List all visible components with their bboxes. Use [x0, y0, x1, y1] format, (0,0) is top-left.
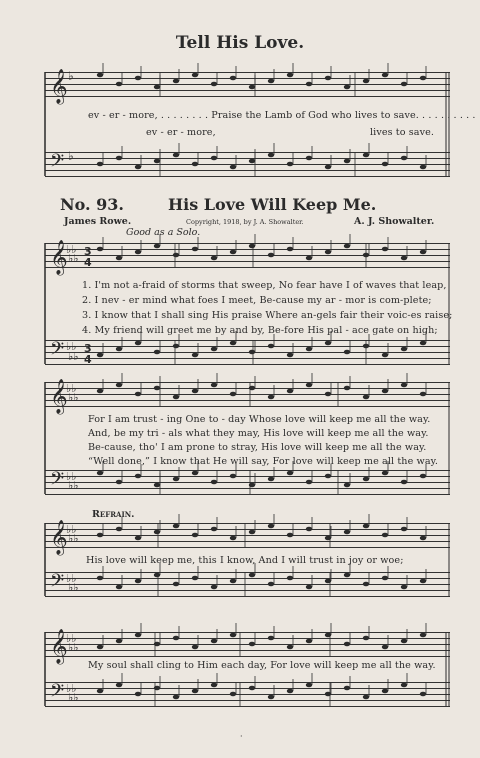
notehead [230, 165, 236, 170]
notehead [287, 162, 293, 167]
notehead [97, 247, 103, 252]
notehead [363, 524, 369, 529]
notehead [249, 85, 255, 90]
notehead [401, 683, 407, 688]
notehead [325, 633, 331, 638]
notehead [363, 477, 369, 482]
svg-text:♭♭: ♭♭ [66, 632, 77, 645]
notehead [420, 536, 426, 541]
notehead [211, 82, 217, 87]
notehead [268, 344, 274, 349]
verse-4-line-2: “Well done,” I know that He will say, For love will keep me all the way. [88, 456, 439, 467]
notehead [401, 527, 407, 532]
notehead [306, 480, 312, 485]
svg-text:♭♭: ♭♭ [66, 470, 77, 483]
svg-text:♭♭: ♭♭ [66, 243, 77, 256]
top-lyric-line-1: ev - er - more, . . . . . . . . Praise the Lamb of God who lives to save. . . . . . . . . . [88, 110, 476, 121]
notehead [135, 474, 141, 479]
svg-text:♭♭: ♭♭ [66, 382, 77, 395]
notehead [230, 474, 236, 479]
notehead [382, 471, 388, 476]
notehead [268, 395, 274, 400]
notehead [249, 686, 255, 691]
top-lyric-line-2-left: ev - er - more, [146, 127, 216, 138]
notehead [135, 633, 141, 638]
notehead [287, 73, 293, 78]
notehead [420, 392, 426, 397]
notehead [154, 244, 160, 249]
notehead [287, 353, 293, 358]
hymn-number: No. 93. [60, 195, 124, 214]
notehead [230, 392, 236, 397]
verse-2-line-2: And, be my tri - als what they may, His love will keep me all the way. [88, 428, 429, 439]
notehead [306, 347, 312, 352]
notehead [401, 383, 407, 388]
svg-text:♭♭: ♭♭ [66, 523, 77, 536]
notehead [382, 533, 388, 538]
svg-text:♭♭: ♭♭ [66, 682, 77, 695]
notehead [382, 162, 388, 167]
notehead [268, 636, 274, 641]
notehead [344, 85, 350, 90]
notehead [97, 533, 103, 538]
notehead [363, 253, 369, 258]
notehead [173, 524, 179, 529]
notehead [420, 250, 426, 255]
notehead [382, 73, 388, 78]
notehead [135, 536, 141, 541]
notehead [325, 392, 331, 397]
notehead [401, 347, 407, 352]
notehead [420, 76, 426, 81]
notehead [287, 645, 293, 650]
notehead [287, 389, 293, 394]
notehead [97, 73, 103, 78]
notehead [173, 395, 179, 400]
notehead [268, 253, 274, 258]
notehead [306, 639, 312, 644]
svg-text:♭: ♭ [68, 149, 74, 163]
notehead [116, 683, 122, 688]
notehead [116, 585, 122, 590]
notehead [344, 350, 350, 355]
svg-text:♭♭: ♭♭ [66, 572, 77, 585]
notehead [192, 471, 198, 476]
notehead [154, 642, 160, 647]
notehead [363, 636, 369, 641]
verse-2-line-1: 2. I nev - er mind what foes I meet, Be-cause my ar - mor is com-plete; [82, 295, 432, 306]
notehead [325, 474, 331, 479]
notehead [268, 695, 274, 700]
svg-text:♭♭: ♭♭ [68, 391, 79, 404]
notehead [401, 639, 407, 644]
notehead [382, 689, 388, 694]
notehead [268, 79, 274, 84]
notehead [173, 695, 179, 700]
notehead [287, 471, 293, 476]
notehead [173, 153, 179, 158]
notehead [211, 347, 217, 352]
tempo-marking: Good as a Solo. [126, 227, 201, 238]
svg-text:𝄞: 𝄞 [50, 520, 68, 555]
notehead [325, 165, 331, 170]
notehead [97, 162, 103, 167]
notehead [382, 645, 388, 650]
notehead [154, 386, 160, 391]
notehead [154, 350, 160, 355]
notehead [116, 256, 122, 261]
notehead [268, 153, 274, 158]
notehead [192, 247, 198, 252]
notehead [135, 165, 141, 170]
notehead [192, 73, 198, 78]
notehead [268, 582, 274, 587]
notehead [306, 683, 312, 688]
verse-3-line-1: 3. I know that I shall sing His praise Where an-gels fair their voic-es raise; [82, 310, 453, 321]
svg-text:𝄞: 𝄞 [50, 69, 68, 104]
notehead [230, 692, 236, 697]
notehead [249, 159, 255, 164]
notehead [211, 683, 217, 688]
notehead [306, 156, 312, 161]
notehead [230, 250, 236, 255]
notehead [173, 582, 179, 587]
notehead [401, 256, 407, 261]
notehead [97, 471, 103, 476]
notehead [249, 350, 255, 355]
notehead [325, 536, 331, 541]
svg-text:3: 3 [84, 342, 92, 355]
notehead [173, 253, 179, 258]
notehead [325, 692, 331, 697]
notehead [344, 244, 350, 249]
notehead [382, 353, 388, 358]
top-lyric-line-2-right: lives to save. [370, 127, 435, 138]
copyright: Copyright, 1918, by J. A. Showalter. [186, 218, 304, 226]
notehead [211, 256, 217, 261]
notehead [116, 639, 122, 644]
notehead [287, 247, 293, 252]
notehead [230, 76, 236, 81]
notehead [325, 250, 331, 255]
notehead [401, 585, 407, 590]
notehead [211, 480, 217, 485]
notehead [97, 389, 103, 394]
svg-text:♭♭: ♭♭ [68, 691, 79, 704]
notehead [97, 353, 103, 358]
verse-3-line-2: Be-cause, tho' I am prone to stray, His love will keep me all the way. [88, 442, 427, 453]
notehead [401, 82, 407, 87]
notehead [420, 579, 426, 584]
notehead [420, 341, 426, 346]
svg-text:♭♭: ♭♭ [68, 581, 79, 594]
notehead [116, 383, 122, 388]
notehead [211, 383, 217, 388]
notehead [97, 645, 103, 650]
notehead [192, 576, 198, 581]
notehead [363, 344, 369, 349]
notehead [211, 585, 217, 590]
previous-song-title: Tell His Love. [175, 33, 305, 53]
notehead [306, 383, 312, 388]
svg-text:𝄞: 𝄞 [50, 240, 68, 275]
svg-text:♭♭: ♭♭ [68, 350, 79, 363]
notehead [211, 639, 217, 644]
svg-text:♭♭: ♭♭ [68, 532, 79, 545]
notehead [173, 344, 179, 349]
notehead [192, 162, 198, 167]
notehead [344, 686, 350, 691]
notehead [325, 341, 331, 346]
notehead [135, 250, 141, 255]
notehead [268, 524, 274, 529]
notehead [420, 474, 426, 479]
svg-text:𝄞: 𝄞 [50, 379, 68, 414]
final-lyric: My soul shall cling to Him each day, For love will keep me all the way. [88, 660, 436, 671]
notehead [116, 82, 122, 87]
notehead [306, 527, 312, 532]
notehead [249, 530, 255, 535]
svg-text:4: 4 [84, 256, 92, 269]
svg-text:𝄢: 𝄢 [50, 571, 65, 596]
notehead [344, 386, 350, 391]
notehead [211, 156, 217, 161]
notehead [344, 530, 350, 535]
notehead [306, 585, 312, 590]
notehead [306, 256, 312, 261]
notehead [97, 576, 103, 581]
svg-text:♭♭: ♭♭ [66, 340, 77, 353]
notehead [287, 533, 293, 538]
svg-text:♭♭: ♭♭ [68, 479, 79, 492]
notehead [401, 480, 407, 485]
notehead [249, 386, 255, 391]
notehead [192, 389, 198, 394]
verse-1-line-1: 1. I'm not a-fraid of storms that sweep, No fear have I of waves that leap, [82, 280, 447, 291]
svg-text:4: 4 [84, 353, 92, 366]
notehead [97, 689, 103, 694]
notehead [363, 395, 369, 400]
verse-1-line-2: For I am trust - ing One to - day Whose love will keep me all the way. [88, 414, 431, 425]
notehead [325, 76, 331, 81]
notehead [116, 480, 122, 485]
svg-text:𝄢: 𝄢 [50, 681, 65, 706]
notehead [382, 389, 388, 394]
notehead [420, 165, 426, 170]
notehead [154, 159, 160, 164]
svg-text:♭♭: ♭♭ [68, 641, 79, 654]
notehead [401, 156, 407, 161]
svg-text:𝄞: 𝄞 [50, 629, 68, 664]
notehead [135, 76, 141, 81]
notehead [116, 156, 122, 161]
page-mark: · [240, 732, 243, 741]
notehead [382, 247, 388, 252]
notehead [154, 483, 160, 488]
svg-text:3: 3 [84, 245, 92, 258]
author: James Rowe. [64, 216, 132, 227]
notehead [154, 85, 160, 90]
svg-text:♭: ♭ [68, 69, 74, 83]
notehead [230, 633, 236, 638]
notehead [420, 633, 426, 638]
notehead [325, 579, 331, 584]
notehead [344, 573, 350, 578]
notehead [287, 576, 293, 581]
notehead [363, 79, 369, 84]
notehead [116, 527, 122, 532]
svg-text:♭♭: ♭♭ [68, 252, 79, 265]
refrain-label: Refrain. [92, 509, 135, 520]
notehead [135, 392, 141, 397]
svg-text:𝄢: 𝄢 [50, 151, 65, 176]
notehead [154, 530, 160, 535]
hymn-title: His Love Will Keep Me. [168, 195, 377, 214]
svg-text:𝄢: 𝄢 [50, 339, 65, 364]
notehead [173, 636, 179, 641]
notehead [230, 536, 236, 541]
notehead [382, 576, 388, 581]
notehead [420, 692, 426, 697]
notehead [192, 689, 198, 694]
notehead [363, 695, 369, 700]
notehead [154, 573, 160, 578]
composer: A. J. Showalter. [354, 216, 435, 227]
notehead [287, 689, 293, 694]
notehead [344, 642, 350, 647]
notehead [344, 483, 350, 488]
notehead [249, 642, 255, 647]
notehead [173, 79, 179, 84]
notehead [363, 582, 369, 587]
notehead [154, 686, 160, 691]
notehead [249, 573, 255, 578]
notehead [230, 579, 236, 584]
notehead [249, 244, 255, 249]
notehead [116, 347, 122, 352]
notehead [230, 341, 236, 346]
notehead [135, 692, 141, 697]
notehead [211, 527, 217, 532]
notehead [363, 153, 369, 158]
notehead [135, 341, 141, 346]
notehead [344, 159, 350, 164]
verse-4-line-1: 4. My friend will greet me by and by, Be-fore His pal - ace gate on high; [82, 325, 438, 336]
refrain-lyric: His love will keep me, this I know, And I will trust in joy or woe; [86, 555, 404, 566]
notehead [135, 579, 141, 584]
svg-text:𝄢: 𝄢 [50, 469, 65, 494]
notehead [192, 533, 198, 538]
notehead [192, 645, 198, 650]
notehead [306, 82, 312, 87]
notehead [173, 477, 179, 482]
notehead [249, 483, 255, 488]
notehead [268, 477, 274, 482]
notehead [192, 353, 198, 358]
